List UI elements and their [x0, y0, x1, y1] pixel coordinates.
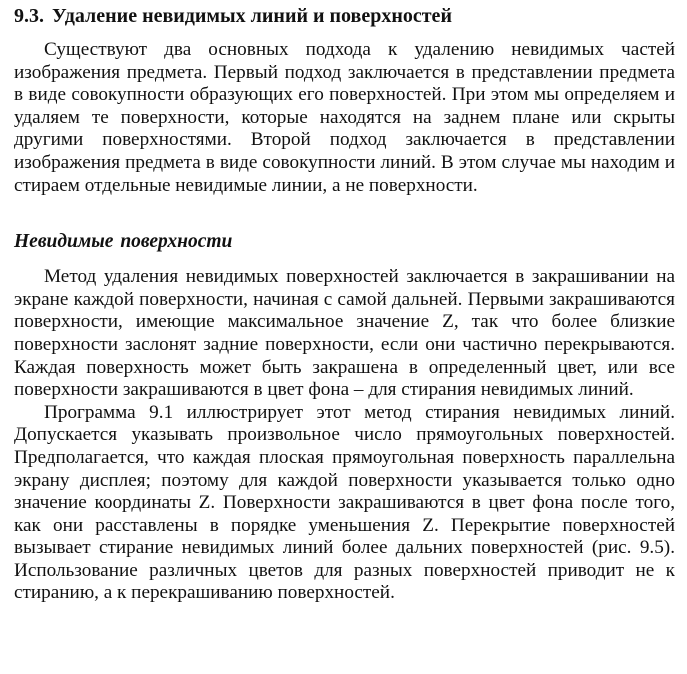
paragraph-program: Программа 9.1 иллюстрирует этот метод стирания невидимых линий. Допускается указывать произвольное число прямоугольных поверхностей. Предполагается, что каждая плоская прямоугольная поверхность параллельна экрану дисплея; поэтому для каждой поверхности указывается только одно значение координаты Z. Поверхности закрашиваются в цвет фона после того, как они расставлены в порядке уменьшения Z. Перекрытие поверхностей вызывает стирание невидимых линий более дальних поверхностей (рис. 9.5). Использование различных цветов для разных поверхностей приводит не к стиранию, а к перекрашиванию поверхностей. [14, 401, 675, 604]
section-title: Удаление невидимых линий и поверхностей [52, 5, 452, 27]
book-page [14, 0, 675, 605]
paragraph-intro: Существуют два основных подхода к удалению невидимых частей изображения предмета. Первый подход заключается в представлении предмета в виде совокупности образующих его поверхностей. При этом мы определяем и удаляем те поверхности, которые находятся на заднем плане или скрыты другими поверхностями. Второй подход заключается в представлении изображения предмета в виде совокупности линий. В этом случае мы находим и стираем отдельные невидимые линии, а не поверхности. [14, 39, 675, 196]
section-heading [14, 3, 675, 29]
subsection-heading: Невидимые поверхности [14, 231, 233, 253]
section-number: 9.3. [14, 5, 44, 27]
paragraph-method: Метод удаления невидимых поверхностей заключается в закрашивании на экране каждой поверхности, начиная с самой дальней. Первыми закрашиваются поверхности, имеющие максимальное значение Z, так что более близкие поверхности заслонят задние поверхности, если они частично перекрываются. Каждая поверхность может быть закрашена в определенный цвет, или все поверхности закрашиваются в цвет фона – для стирания невидимых линий. [14, 266, 675, 401]
